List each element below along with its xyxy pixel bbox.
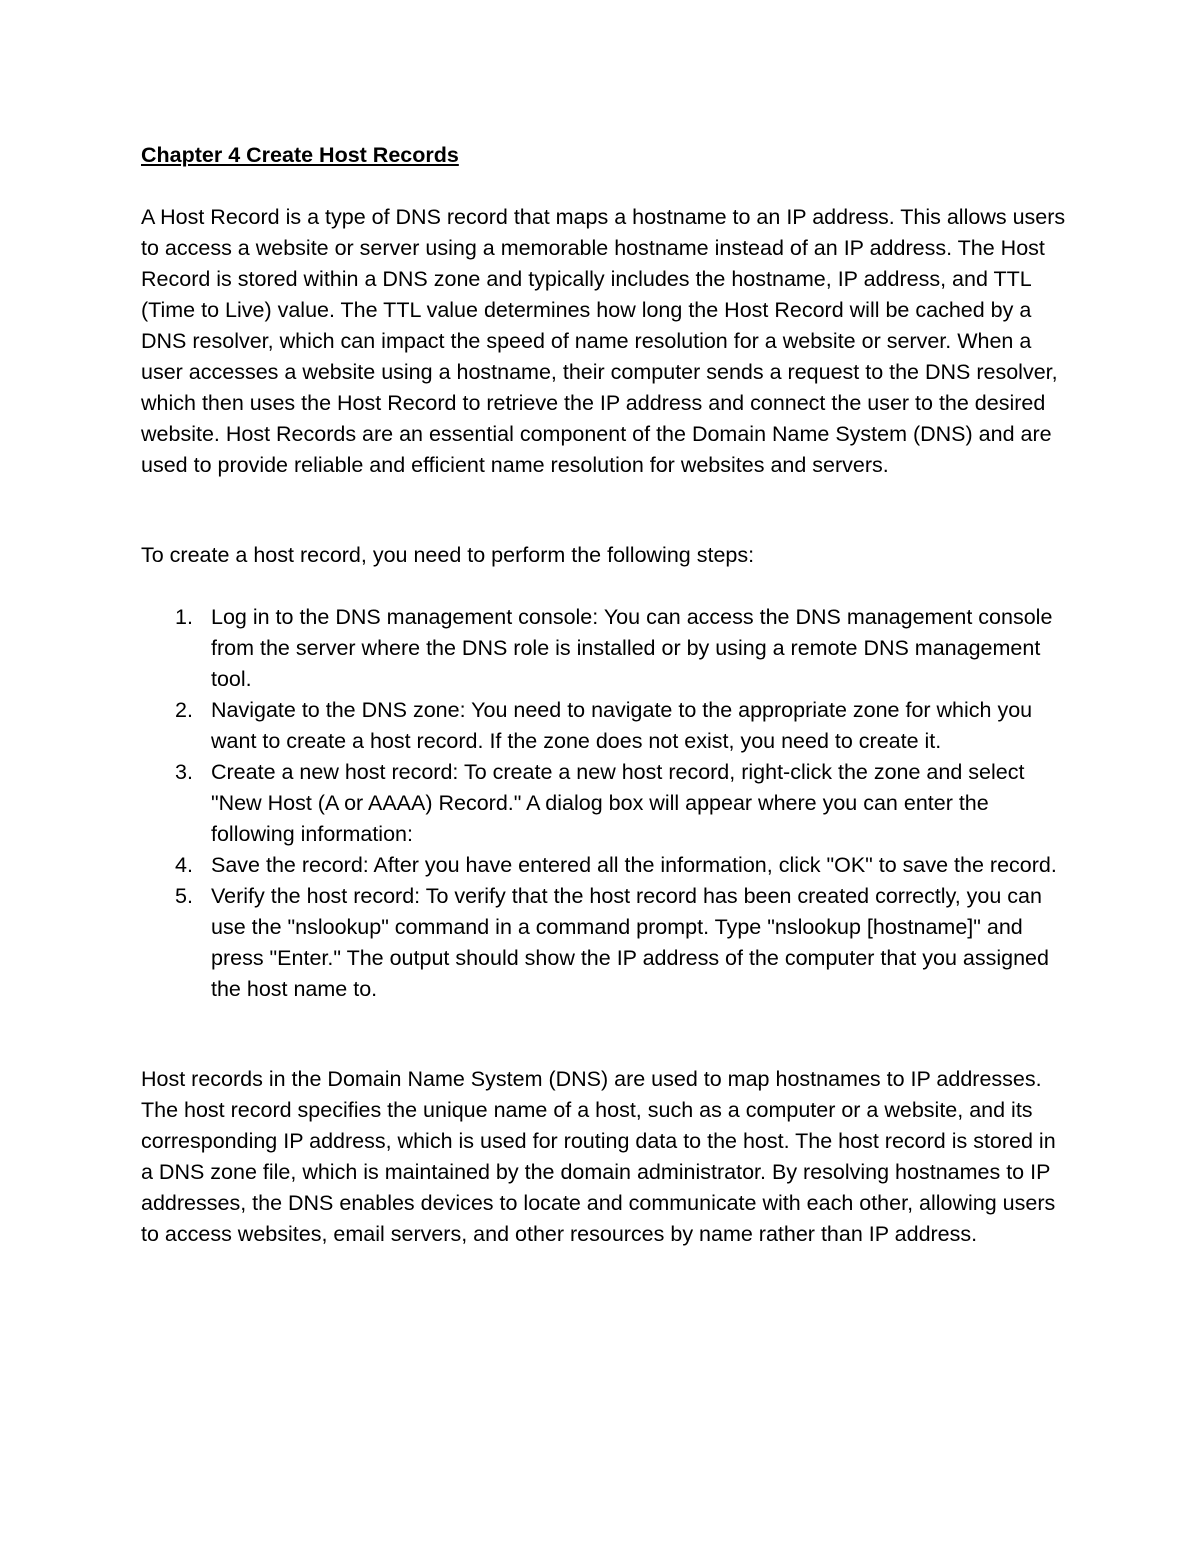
steps-list: [141, 602, 1066, 1005]
list-item: [141, 602, 1066, 695]
steps-intro-paragraph: To create a host record, you need to perform the following steps:: [141, 543, 755, 567]
step-number: 2.: [175, 698, 193, 722]
step-text: Create a new host record: To create a new host record, right-click the zone and select "New Host (A or AAAA) Record." A dialog box will appear where you can enter the following information:: [211, 760, 1025, 846]
step-text: Log in to the DNS management console: You can access the DNS management console from the server where the DNS role is installed or by using a remote DNS management tool.: [211, 605, 1053, 691]
step-number: 4.: [175, 853, 193, 877]
closing-paragraph: Host records in the Domain Name System (DNS) are used to map hostnames to IP addresses. The host record specifies the unique name of a host, such as a computer or a website, and its corresponding IP address, which is used for routing data to the host. The host record is stored in a DNS zone file, which is maintained by the domain administrator. By resolving hostnames to IP addresses, the DNS enables devices to locate and communicate with each other, allowing users to access websites, email servers, and other resources by name rather than IP address.: [141, 1067, 1056, 1246]
document-body: [141, 140, 1066, 1250]
step-text: Verify the host record: To verify that the host record has been created correctly, you can use the "nslookup" command in a command prompt. Type "nslookup [hostname]" and press "Enter." The output should show the IP address of the computer that you assigned the host name to.: [211, 884, 1049, 1001]
step-number: 5.: [175, 884, 193, 908]
step-number: 1.: [175, 605, 193, 629]
step-number: 3.: [175, 760, 193, 784]
list-item: [141, 695, 1066, 757]
chapter-title: Chapter 4 Create Host Records: [141, 143, 459, 167]
step-text: Navigate to the DNS zone: You need to navigate to the appropriate zone for which you want to create a host record. If the zone does not exist, you need to create it.: [211, 698, 1033, 753]
list-item: [141, 757, 1066, 850]
list-item: [141, 850, 1066, 881]
list-item: [141, 881, 1066, 1005]
step-text: Save the record: After you have entered all the information, click "OK" to save the record.: [211, 853, 1057, 877]
intro-paragraph: A Host Record is a type of DNS record that maps a hostname to an IP address. This allows users to access a website or server using a memorable hostname instead of an IP address. The Host Record is stored within a DNS zone and typically includes the hostname, IP address, and TTL (Time to Live) value. The TTL value determines how long the Host Record will be cached by a DNS resolver, which can impact the speed of name resolution for a website or server. When a user accesses a website using a hostname, their computer sends a request to the DNS resolver, which then uses the Host Record to retrieve the IP address and connect the user to the desired website. Host Records are an essential component of the Domain Name System (DNS) and are used to provide reliable and efficient name resolution for websites and servers.: [141, 205, 1066, 477]
